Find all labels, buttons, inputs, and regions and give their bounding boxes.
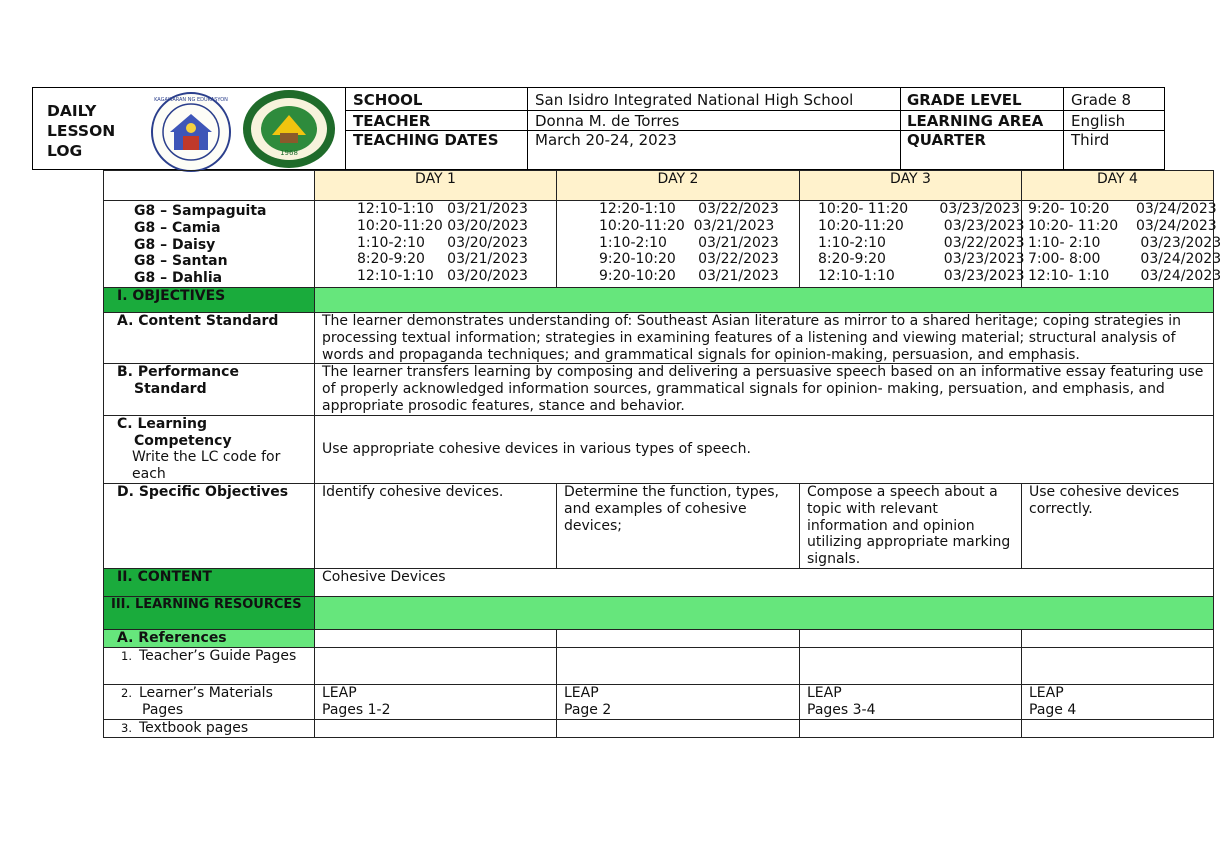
day-1-learners-materials: LEAP Pages 1-2	[315, 684, 557, 719]
quarter-value: Third	[1071, 131, 1110, 149]
day-2-header: DAY 2	[557, 171, 800, 201]
daily-lesson-log-title: DAILY LESSON LOG	[47, 102, 116, 160]
objectives-band	[315, 287, 1214, 312]
section-item: G8 – Daisy	[134, 236, 216, 253]
section-item: G8 – Dahlia	[134, 270, 223, 287]
learners-materials-label: 2. Learner’s Materials Pages	[104, 684, 315, 719]
day-2-schedule: 12:20-1:10 03/22/2023 10:20-11:20 03/21/2023 1:10-2:10 03/21/2023 9:20-10:20 03/22/2023 9:20-10:20 03/21/2023	[557, 201, 800, 288]
day-3-schedule: 10:20- 11:20 03/23/2023 10:20-11:20 03/23/2023 1:10-2:10 03/22/2023 8:20-9:20 03/23/2023 12:10-1:10 03/23/2023	[800, 201, 1022, 288]
performance-standard-text: The learner transfers learning by composing and delivering a persuasive speech based on an informative essay featuring use of properly acknowledged information sources, grammatical signals for opinion- making, persuation, and emphasis, and appropriate prosodic features, stance and behavior.	[315, 364, 1214, 415]
day-4-header: DAY 4	[1022, 171, 1214, 201]
teacher-value: Donna M. de Torres	[535, 112, 680, 130]
day-2-objective: Determine the function, types, and examples of cohesive devices;	[557, 483, 800, 568]
section-list	[104, 201, 315, 288]
specific-objectives-label: D. Specific Objectives	[104, 483, 315, 568]
day-1-schedule: 12:10-1:10 03/21/2023 10:20-11:20 03/20/2023 1:10-2:10 03/20/2023 8:20-9:20 03/21/2023 12:10-1:10 03/20/2023	[315, 201, 557, 288]
section-item: G8 – Sampaguita	[134, 203, 267, 219]
learning-competency-label: C. Learning Competency Write the LC code for each	[104, 415, 315, 483]
day-1-header: DAY 1	[315, 171, 557, 201]
specific-objectives-row	[104, 483, 1214, 568]
content-standard-row	[104, 312, 1214, 363]
textbook-pages-label: 3. Textbook pages	[104, 719, 315, 737]
section-item: G8 – Santan	[134, 253, 228, 270]
performance-standard-label: B. Performance Standard	[104, 364, 315, 415]
grade-level-value: Grade 8	[1071, 91, 1132, 109]
school-label: SCHOOL	[353, 91, 423, 109]
content-standard-text: The learner demonstrates understanding of: Southeast Asian literature as mirror to a shared heritage; coping strategies in processing textual information; strategies in examining features of a listening and viewing material; structural analysis of words and propaganda techniques; and grammatical signals for opinion-making, persuasion, and emphasis.	[315, 312, 1214, 363]
content-standard-label: A. Content Standard	[104, 312, 315, 363]
deped-seal-logo	[150, 92, 232, 172]
performance-standard-row	[104, 364, 1214, 415]
svg-text:KAGAWARAN NG EDUKASYON: KAGAWARAN NG EDUKASYON	[154, 97, 228, 103]
quarter-label: QUARTER	[907, 131, 986, 149]
teachers-guide-label: 1. Teacher’s Guide Pages	[104, 647, 315, 684]
day-3-objective: Compose a speech about a topic with relevant information and opinion utilizing appropriate marking signals.	[800, 483, 1022, 568]
teaching-dates-value: March 20-24, 2023	[535, 131, 677, 149]
references-label: A. References	[104, 629, 315, 647]
day-4-schedule: 9:20- 10:20 03/24/2023 10:20- 11:20 03/24/2023 1:10- 2:10 03/23/2023 7:00- 8:00 03/24/2023 12:10- 1:10 03/24/2023	[1022, 201, 1214, 288]
day-3-header: DAY 3	[800, 171, 1022, 201]
teacher-label: TEACHER	[353, 112, 431, 130]
day-1-objective: Identify cohesive devices.	[315, 483, 557, 568]
learning-area-value: English	[1071, 112, 1126, 130]
content-value: Cohesive Devices	[315, 568, 1214, 596]
blank-corner-cell	[104, 171, 315, 201]
grade-level-label: GRADE LEVEL	[907, 91, 1022, 109]
teachers-guide-row	[104, 647, 1214, 684]
learning-resources-row	[104, 596, 1214, 629]
lesson-log-table	[103, 170, 1221, 738]
objectives-heading: I. OBJECTIVES	[104, 287, 315, 312]
learning-resources-band	[315, 596, 1214, 629]
learning-area-label: LEARNING AREA	[907, 112, 1044, 130]
school-seal-logo	[242, 89, 336, 169]
section-item: G8 – Camia	[134, 219, 221, 236]
day-3-learners-materials: LEAP Pages 3-4	[800, 684, 1022, 719]
competency-note: Write the LC code for each	[132, 449, 281, 483]
content-row	[104, 568, 1214, 596]
learners-materials-row	[104, 684, 1214, 719]
day-4-learners-materials: LEAP Page 4	[1022, 684, 1214, 719]
svg-text:1968: 1968	[280, 149, 298, 157]
learning-competency-row	[104, 415, 1214, 483]
textbook-pages-row	[104, 719, 1214, 737]
day-4-objective: Use cohesive devices correctly.	[1022, 483, 1214, 568]
learning-competency-text: Use appropriate cohesive devices in various types of speech.	[315, 415, 1214, 483]
objectives-heading-row	[104, 287, 1214, 312]
content-heading: II. CONTENT	[104, 568, 315, 596]
day-2-learners-materials: LEAP Page 2	[557, 684, 800, 719]
schedule-row	[104, 201, 1214, 288]
teaching-dates-label: TEACHING DATES	[353, 131, 499, 149]
learning-resources-heading: III. LEARNING RESOURCES	[104, 596, 315, 629]
day-header-row	[104, 171, 1214, 201]
references-row	[104, 629, 1214, 647]
school-value: San Isidro Integrated National High School	[535, 91, 854, 109]
